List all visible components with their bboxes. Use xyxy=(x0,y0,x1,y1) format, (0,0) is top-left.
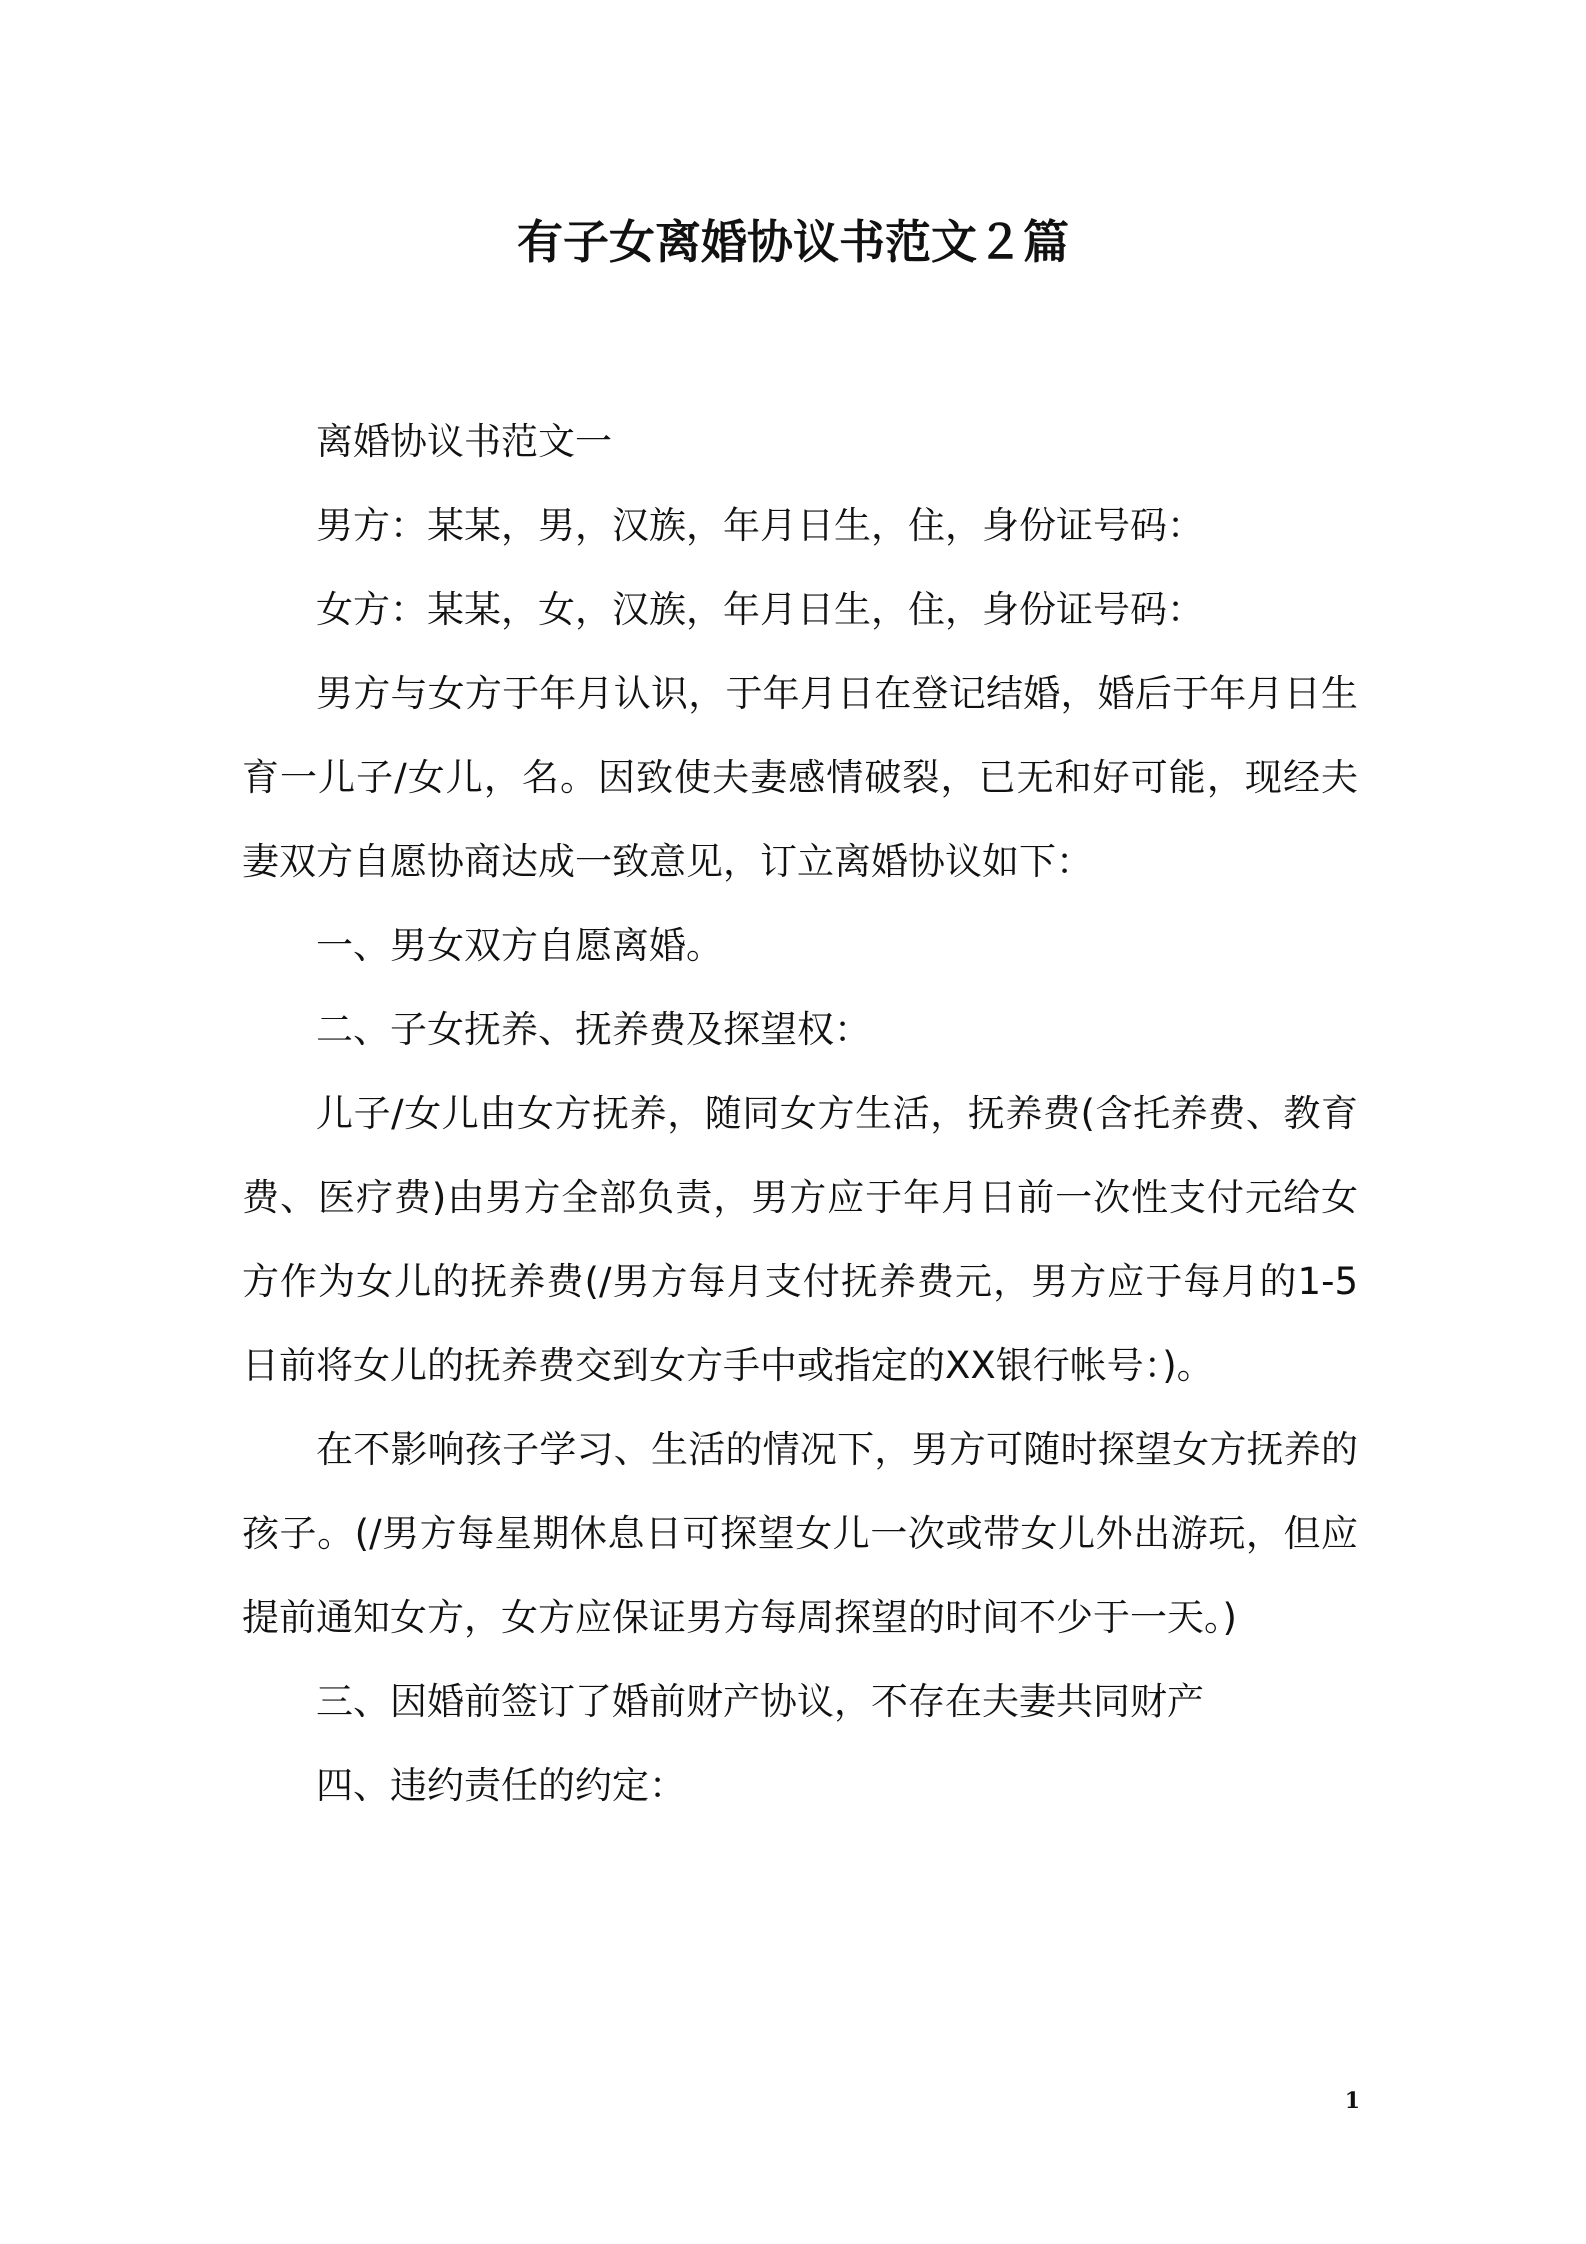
paragraph-background: 男方与女方于年月认识，于年月日在登记结婚，婚后于年月日生育一儿子/女儿，名。因致使夫妻感情破裂，已无和好可能，现经夫妻双方自愿协商达成一致意见，订立离婚协议如下： xyxy=(242,672,1358,883)
document-title: 有子女离婚协议书范文２篇 xyxy=(517,215,1069,269)
paragraph-husband-info: 男方：某某，男，汉族，年月日生，住，身份证号码： xyxy=(316,504,1204,547)
page-number: 1 xyxy=(1344,2088,1360,2114)
document-body xyxy=(242,400,1358,1828)
clause-4-heading: 四、违约责任的约定： xyxy=(316,1764,686,1807)
paragraph-child-support: 儿子/女儿由女方抚养，随同女方生活，抚养费(含托养费、教育费、医疗费)由男方全部负责，男方应于年月日前一次性支付元给女方作为女儿的抚养费(/男方每月支付抚养费元，男方应于每月的1-5日前将女儿的抚养费交到女方手中或指定的XX银行帐号：)。 xyxy=(242,1092,1358,1387)
clause-1: 一、男女双方自愿离婚。 xyxy=(316,924,723,967)
clause-3: 三、因婚前签订了婚前财产协议，不存在夫妻共同财产 xyxy=(316,1680,1204,1723)
paragraph-visitation: 在不影响孩子学习、生活的情况下，男方可随时探望女方抚养的孩子。(/男方每星期休息日可探望女儿一次或带女儿外出游玩，但应提前通知女方，女方应保证男方每周探望的时间不少于一天。) xyxy=(242,1428,1358,1639)
paragraph-wife-info: 女方：某某，女，汉族，年月日生，住，身份证号码： xyxy=(316,588,1204,631)
section-heading: 离婚协议书范文一 xyxy=(316,420,612,463)
clause-2-heading: 二、子女抚养、抚养费及探望权： xyxy=(316,1008,871,1051)
